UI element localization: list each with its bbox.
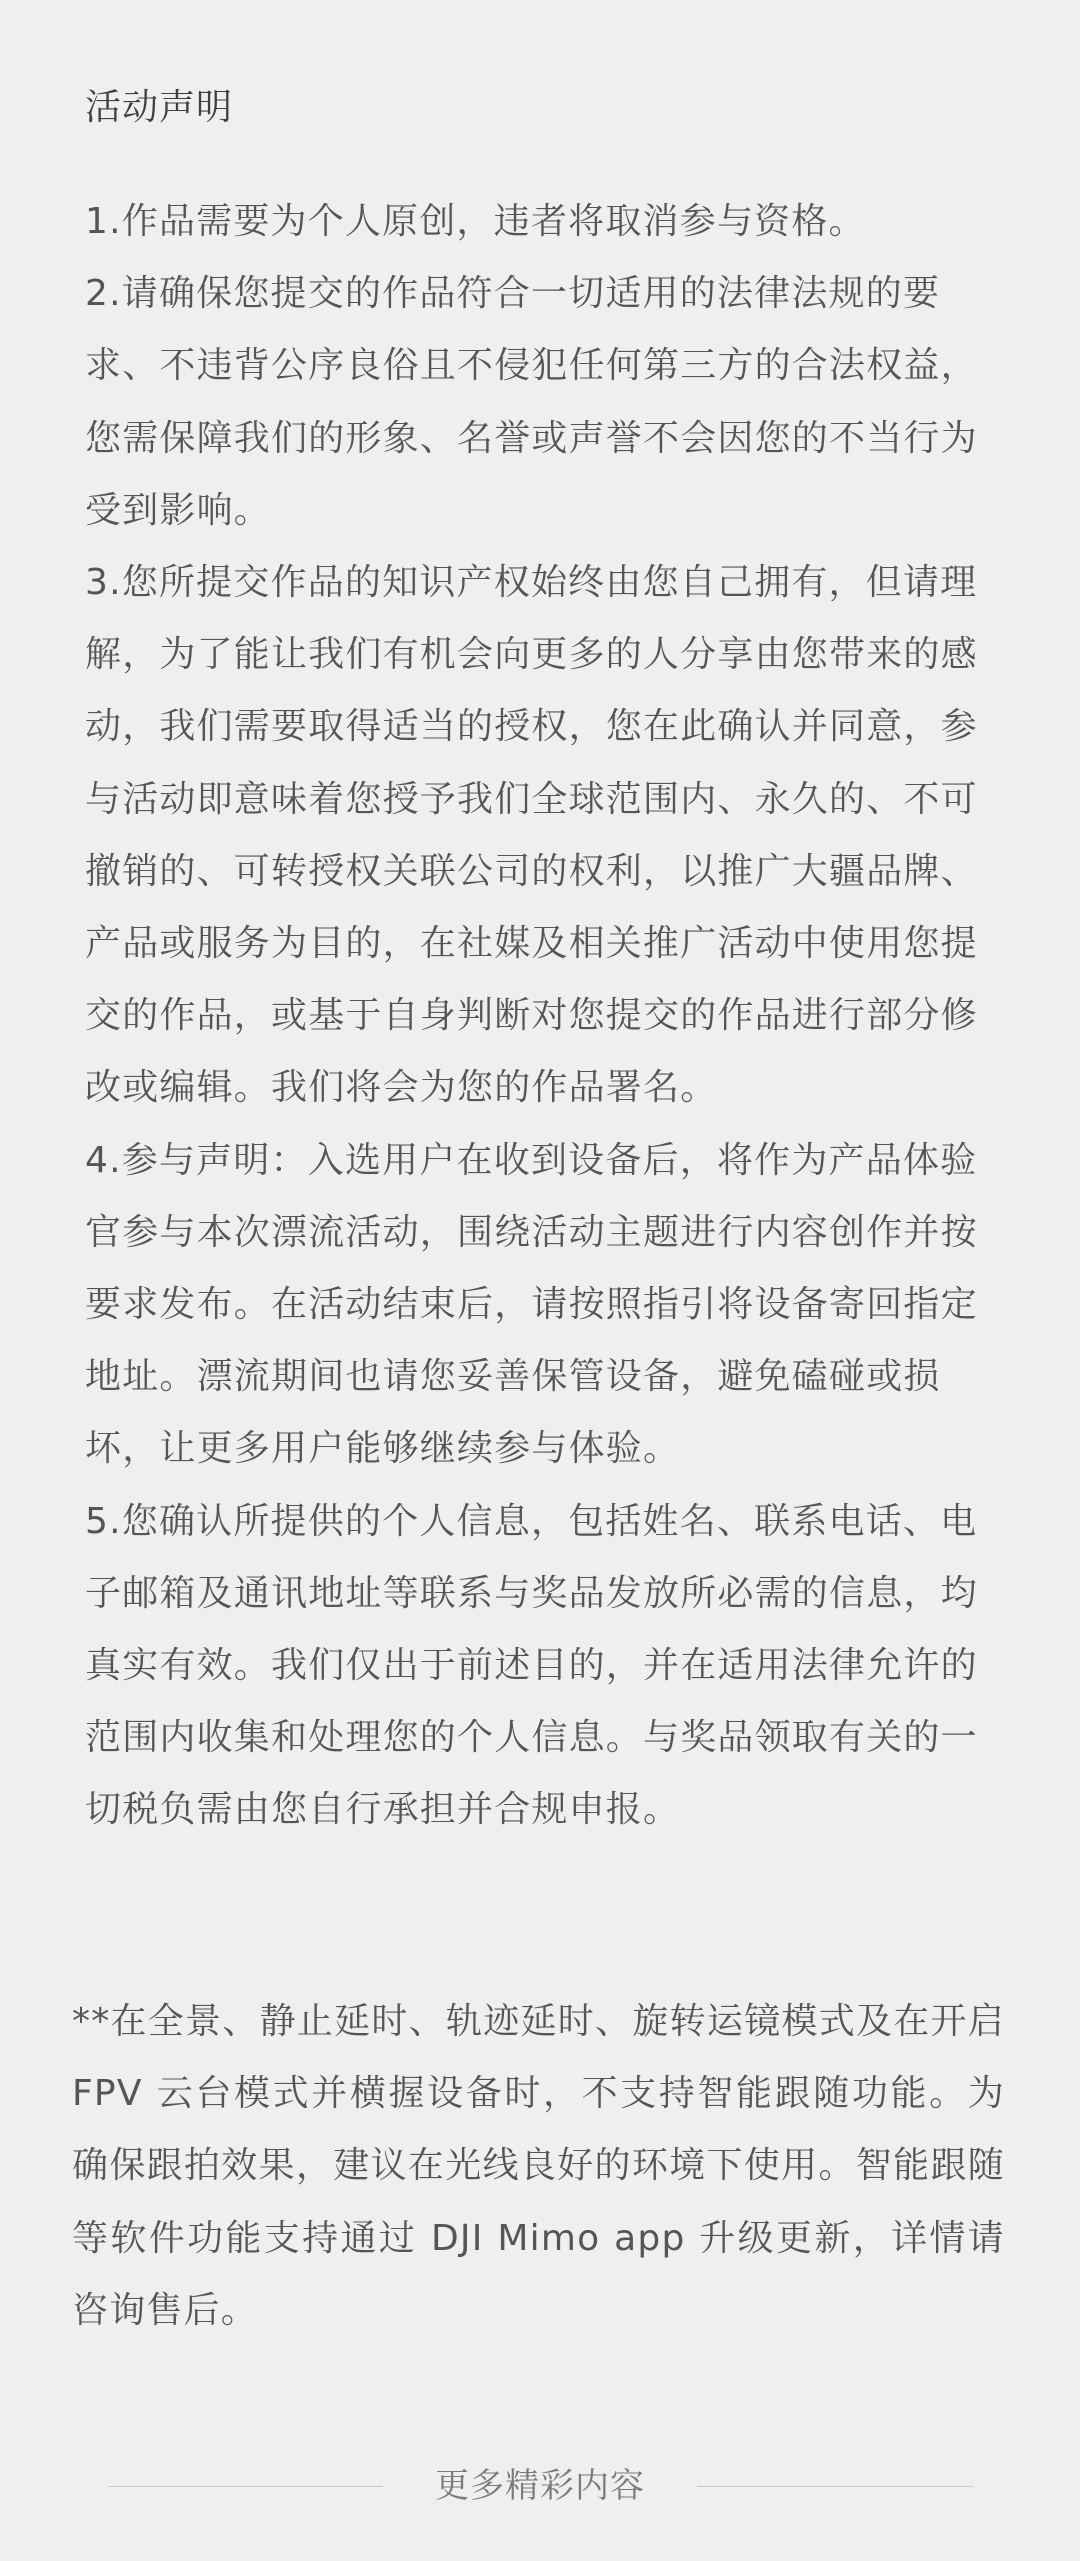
clause-5: 5.您确认所提供的个人信息，包括姓名、联系电话、电子邮箱及通讯地址等联系与奖品发放所必需的信息，均真实有效。我们仅出于前述目的，并在适用法律允许的范围内收集和处理您的个人信息。与奖品领取有关的一切税负需由您自行承担并合规申报。 [85,1500,978,1831]
clause-2: 2.请确保您提交的作品符合一切适用的法律法规的要求、不违背公序良俗且不侵犯任何第三方的合法权益，您需保障我们的形象、名誉或声誉不会因您的不当行为受到影响。 [85,273,978,531]
divider-line-right [697,2486,973,2487]
clause-3: 3.您所提交作品的知识产权始终由您自己拥有，但请理解，为了能让我们有机会向更多的人分享由您带来的感动，我们需要取得适当的授权，您在此确认并同意，参与活动即意味着您授予我们全球范围内、永久的、不可撤销的、可转授权关联公司的权利，以推广大疆品牌、产品或服务为目的，在社媒及相关推广活动中使用您提交的作品，或基于自身判断对您提交的作品进行部分修改或编辑。我们将会为您的作品署名。 [85,562,978,1109]
feature-note: **在全景、静止延时、轨迹延时、旋转运镜模式及在开启 FPV 云台模式并横握设备时，不支持智能跟随功能。为确保跟拍效果，建议在光线良好的环境下使用。智能跟随等软件功能支持通过 DJI Mimo app 升级更新，详情请咨询售后。 [72,2001,1005,2331]
statement-title: 活动声明 [85,87,234,128]
clause-4: 4.参与声明：入选用户在收到设备后，将作为产品体验官参与本次漂流活动，围绕活动主题进行内容创作并按要求发布。在活动结束后，请按照指引将设备寄回指定地址。漂流期间也请您妥善保管设备，避免磕碰或损坏，让更多用户能够继续参与体验。 [85,1139,978,1470]
clause-1: 1.作品需要为个人原创，违者将取消参与资格。 [85,201,866,242]
more-content-label[interactable]: 更多精彩内容 [435,2466,645,2506]
statement-clauses [85,186,1005,1847]
more-content-divider[interactable] [0,2456,1080,2516]
